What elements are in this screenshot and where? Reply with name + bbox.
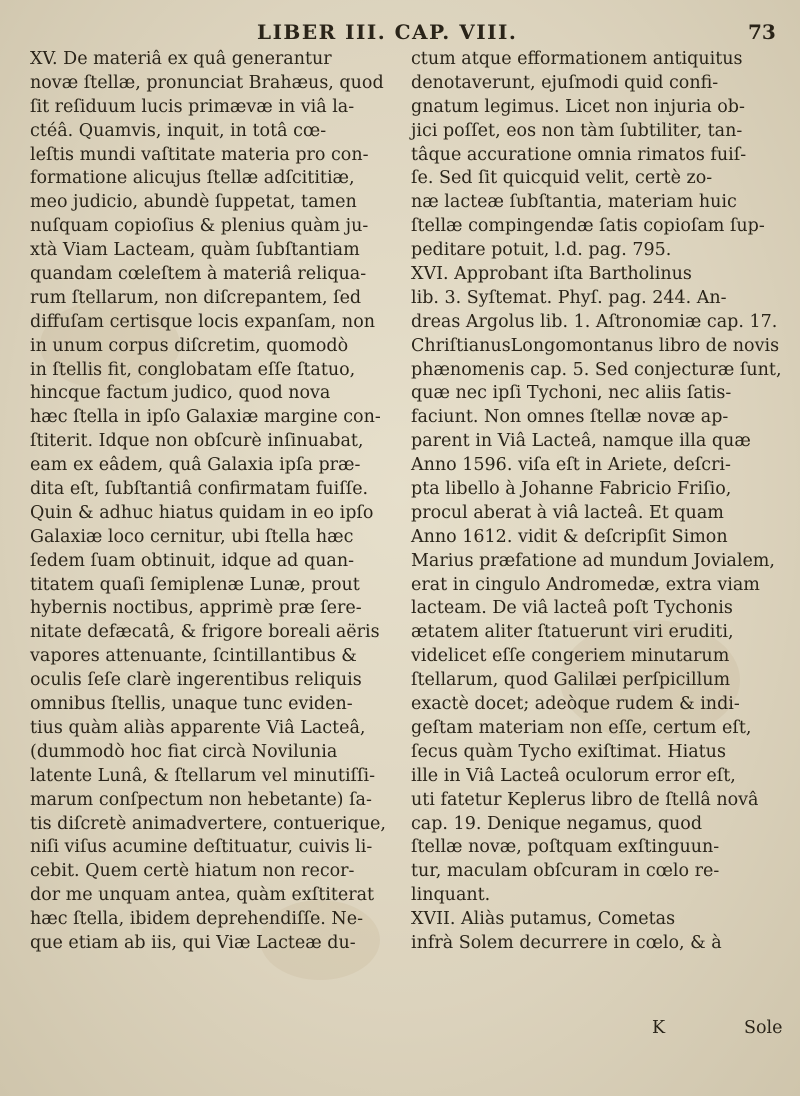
right-column-line: geſtam materiam non eſſe, certum eſt,: [411, 717, 752, 738]
left-column-line: diffuſam certisque locis expanſam, non: [30, 311, 376, 332]
left-column-line: tius quàm aliàs apparente Viâ Lacteâ,: [30, 717, 366, 738]
right-column-line: infrà Solem decurrere in cœlo, & à: [411, 932, 722, 953]
left-column-line: leſtis mundi vaſtitate materia pro con-: [30, 144, 369, 165]
page-footer: [411, 1018, 791, 1042]
left-column-line: eam ex eâdem, quâ Galaxia ipſa præ-: [30, 455, 361, 476]
left-column-line: niſi viſus acumine deſtituatur, cuivis li-: [30, 837, 373, 858]
left-column-line: que etiam ab iis, qui Viæ Lacteæ du-: [30, 932, 356, 953]
right-column-line: uti fatetur Keplerus libro de ſtellâ novâ: [411, 789, 759, 810]
right-column-line: phænomenis cap. 5. Sed conjecturæ ſunt,: [411, 359, 782, 380]
right-column-line: erat in cingulo Andromedæ, extra viam: [411, 574, 760, 595]
left-column-line: xtà Viam Lacteam, quàm ſubſtantiam: [30, 240, 360, 261]
right-column-line: peditare potuit, l.d. pag. 795.: [411, 240, 672, 261]
right-column-line: cap. 19. Denique negamus, quod: [411, 813, 703, 834]
left-column-line: cebit. Quem certè hiatum non recor-: [30, 861, 355, 882]
left-column-line: hincque factum judico, quod nova: [30, 383, 331, 404]
right-column-line: XVII. Aliàs putamus, Cometas: [411, 909, 676, 930]
right-column-line: XVI. Approbant iſta Bartholinus: [411, 264, 692, 285]
left-column-line: Quin & adhuc hiatus quidam in eo ipſo: [30, 502, 374, 523]
right-column-line: parent in Viâ Lacteâ, namque illa quæ: [411, 431, 751, 452]
right-column-line: Anno 1612. vidit & deſcripſit Simon: [411, 526, 728, 547]
left-column-line: omnibus ſtellis, unaque tunc eviden-: [30, 694, 353, 715]
right-column-line: ChriſtianusLongomontanus libro de novis: [411, 335, 780, 356]
right-column-line: jici poſſet, eos non tàm ſubtiliter, tan-: [411, 120, 743, 141]
right-column-line: dreas Argolus lib. 1. Aſtronomiæ cap. 17.: [411, 311, 778, 332]
right-column-line: tâque accuratione omnia rimatos fuiſ-: [411, 144, 747, 165]
right-text-column: [411, 48, 791, 956]
left-column-line: ſedem ſuam obtinuit, idque ad quan-: [30, 550, 355, 571]
left-column-line: ctéâ. Quamvis, inquit, in totâ cœ-: [30, 120, 327, 141]
left-column-line: nitate defæcatâ, & frigore boreali aëris: [30, 622, 380, 643]
right-column-line: linquant.: [411, 885, 491, 906]
right-column-line: denotaverunt, ejuſmodi quid confi-: [411, 72, 719, 93]
right-column-line: exactè docet; adeòque rudem & indi-: [411, 694, 740, 715]
left-column-line: Galaxiæ loco cernitur, ubi ſtella hæc: [30, 526, 354, 547]
left-column-line: quandam cœleſtem à materiâ reliqua-: [30, 264, 367, 285]
right-column-line: næ lacteæ ſubſtantia, materiam huic: [411, 192, 737, 213]
page-header: [0, 20, 800, 50]
left-column-line: dita eſt, ſubſtantiâ confirmatam fuiſſe.: [30, 479, 369, 500]
right-column-line: ctum atque efformationem antiquitus: [411, 49, 743, 69]
left-column-line: (dummodò hoc fiat circà Noviluniа: [30, 741, 338, 762]
right-column-line: ſtellæ compingendæ ſatis copioſam ſup-: [411, 216, 765, 237]
left-column-line: latente Lunâ, & ſtellarum vel minutiſſi-: [30, 765, 376, 786]
right-column-line: ſtellæ novæ, poſtquam exſtinguun-: [411, 837, 720, 858]
left-column-line: nuſquam copioſius & plenius quàm ju-: [30, 216, 369, 237]
left-column-line: hæc ſtella, ibidem deprehendiſſe. Ne-: [30, 909, 364, 930]
catchword: Sole: [744, 1018, 783, 1038]
right-column-line: ſe. Sed ſit quicquid velit, certè zo-: [411, 168, 713, 189]
left-column-line: ſit reſiduum lucis primævæ in viâ la-: [30, 96, 355, 117]
right-column-line: procul aberat à viâ lacteâ. Et quam: [411, 502, 724, 523]
left-column-line: meo judicio, abundè ſuppetat, tamen: [30, 192, 357, 213]
left-column-line: rum ſtellarum, non diſcrepantem, ſed: [30, 287, 362, 308]
right-column-line: lacteam. De viâ lacteâ poſt Tychonis: [411, 598, 733, 619]
left-column-line: in unum corpus diſcretim, quomodò: [30, 335, 349, 356]
left-column-line: titatem quaſi ſemiplenæ Lunæ, prout: [30, 574, 360, 595]
left-column-line: oculis ſeſe clarè ingerentibus reliquis: [30, 670, 362, 691]
right-column-line: ſecus quàm Tycho exiſtimat. Hiatus: [411, 741, 726, 762]
left-column-line: tis diſcretè animadvertere, contuerique,: [30, 813, 386, 834]
left-column-line: ſtiterit. Idque non obſcurè inſinuabat,: [30, 431, 364, 452]
right-column-line: videlicet eſſe congeriem minutarum: [411, 646, 730, 667]
right-column-line: ſtellarum, quod Galilæi perſpicillum: [411, 670, 731, 691]
right-column-line: quæ nec ipſi Tychoni, nec aliis ſatis-: [411, 383, 732, 404]
left-column-line: in ſtellis fit, conglobatam eſſe ſtatuo,: [30, 359, 356, 380]
left-text-column: [30, 48, 402, 956]
page-number: 73: [748, 20, 776, 44]
left-column-line: hybernis noctibus, apprimè præ ſere-: [30, 598, 362, 619]
right-column-line: pta libello à Johanne Fabricio Friſio,: [411, 479, 732, 500]
right-column-line: tur, maculam obſcuram in cœlo re-: [411, 861, 720, 882]
left-column-line: marum conſpectum non hebetante) ſa-: [30, 789, 372, 810]
right-column-line: ætatem aliter ſtatuerunt viri eruditi,: [411, 622, 734, 643]
signature-mark: K: [652, 1018, 666, 1038]
right-column-line: Marius præfatione ad mundum Jovialem,: [411, 550, 775, 571]
left-column-line: XV. De materiâ ex quâ generantur: [30, 49, 332, 69]
right-column-line: lib. 3. Syſtemat. Phyſ. pag. 244. An-: [411, 287, 727, 308]
right-column-line: faciunt. Non omnes ſtellæ novæ ap-: [411, 407, 729, 428]
right-column-line: ille in Viâ Lacteâ oculorum error eſt,: [411, 765, 736, 786]
running-head: LIBER III. CAP. VIII.: [257, 20, 518, 44]
left-column-line: formatione alicujus ſtellæ adſcititiæ,: [30, 168, 355, 189]
left-column-line: dor me unquam antea, quàm exſtiterat: [30, 885, 375, 906]
left-column-line: hæc ſtella in ipſo Galaxiæ margine con-: [30, 407, 381, 428]
right-column-line: gnatum legimus. Licet non injuria ob-: [411, 96, 745, 117]
left-column-line: novæ ſtellæ, pronunciat Brahæus, quod: [30, 72, 384, 93]
left-column-line: vapores attenuante, ſcintillantibus &: [30, 646, 357, 667]
right-column-line: Anno 1596. viſa eſt in Ariete, deſcri-: [411, 455, 731, 476]
